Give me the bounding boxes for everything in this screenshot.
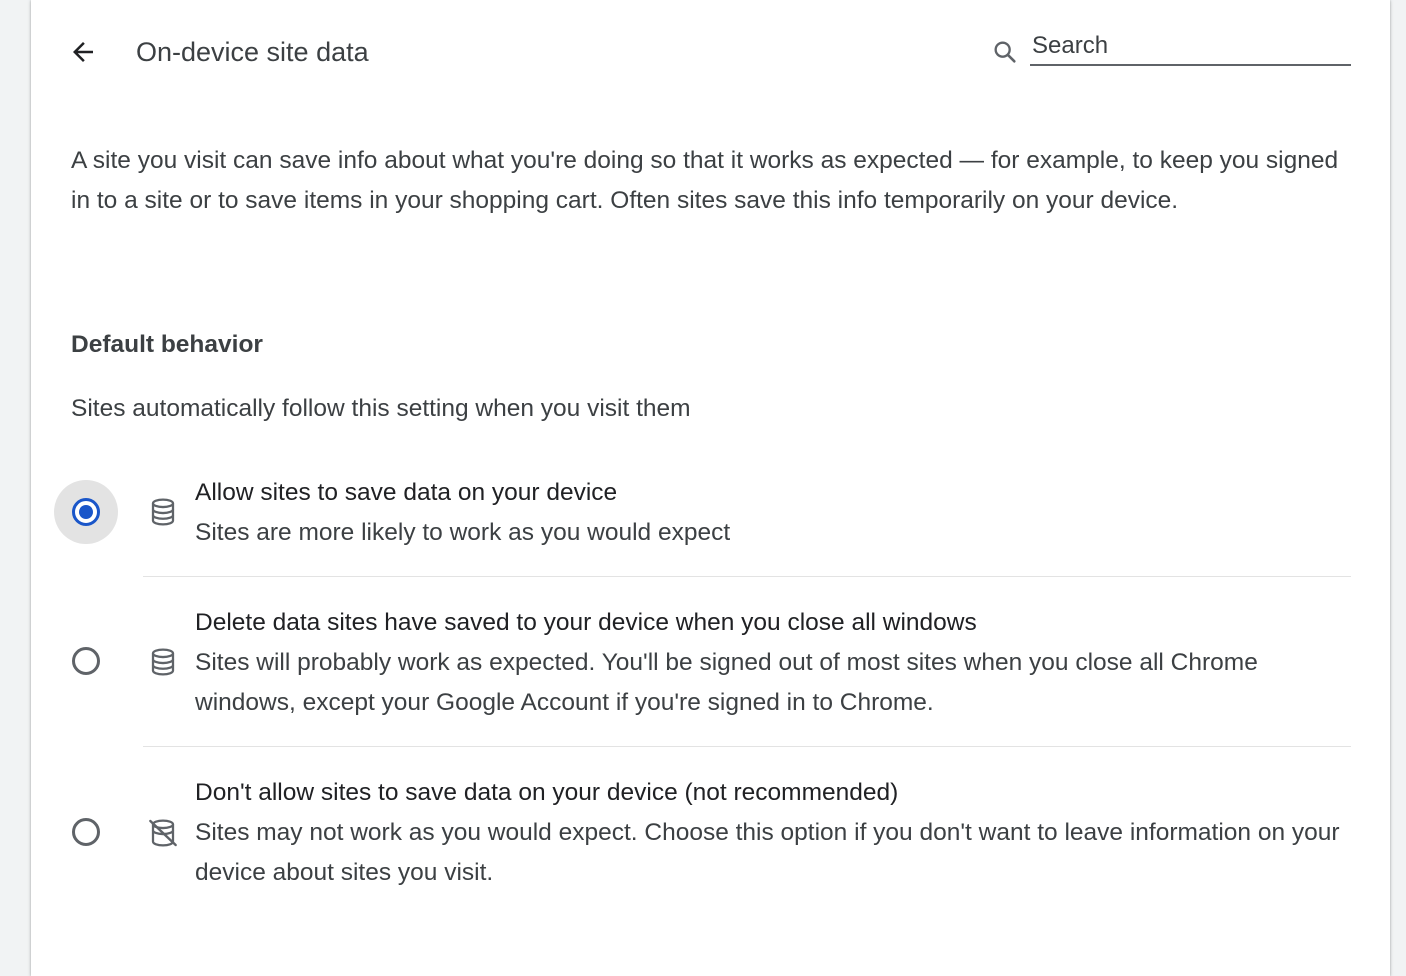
option-text [195,603,1355,723]
radio-button-unchecked [72,647,100,675]
divider [143,746,1351,747]
option-label: Allow sites to save data on your device [195,479,618,506]
search-icon[interactable] [990,37,1020,67]
option-sublabel: Sites may not work as you would expect. Choose this option if you don't want to leave information on your device about sites you visit. [195,819,1340,886]
option-sublabel: Sites will probably work as expected. You'll be signed out of most sites when you close all Chrome windows, except your Google Account if you're signed in to Chrome. [195,649,1258,716]
database-off-icon [146,816,180,850]
option-label: Don't allow sites to save data on your device (not recommended) [195,779,899,806]
option-text [195,473,1355,553]
radio-allow[interactable] [54,480,118,544]
option-label: Delete data sites have saved to your device when you close all windows [195,609,977,636]
radio-button-unchecked [72,818,100,846]
option-sublabel: Sites are more likely to work as you would expect [195,519,731,546]
database-icon [146,645,180,679]
radio-delete-on-close[interactable] [54,629,118,693]
section-heading: Default behavior [71,331,263,358]
arrow-back-icon [68,37,98,67]
radio-block[interactable] [54,800,118,864]
page-header [31,0,1390,104]
description-text: A site you visit can save info about what you're doing so that it works as expected — for example, to keep you signed in to a site or to save items in your shopping cart. Often sites save this info temporarily on your device. [71,147,1339,214]
option-block[interactable] [31,770,1390,910]
radio-button-checked [72,498,100,526]
database-icon [146,495,180,529]
search-input[interactable] [1030,30,1351,66]
divider [143,576,1351,577]
section-subtitle: Sites automatically follow this setting when you visit them [71,395,691,422]
option-delete-on-close[interactable] [31,600,1390,740]
settings-card [31,0,1390,976]
page-title: On-device site data [136,37,369,67]
option-allow[interactable] [31,480,1390,576]
back-button[interactable] [61,30,105,74]
option-text [195,773,1355,893]
